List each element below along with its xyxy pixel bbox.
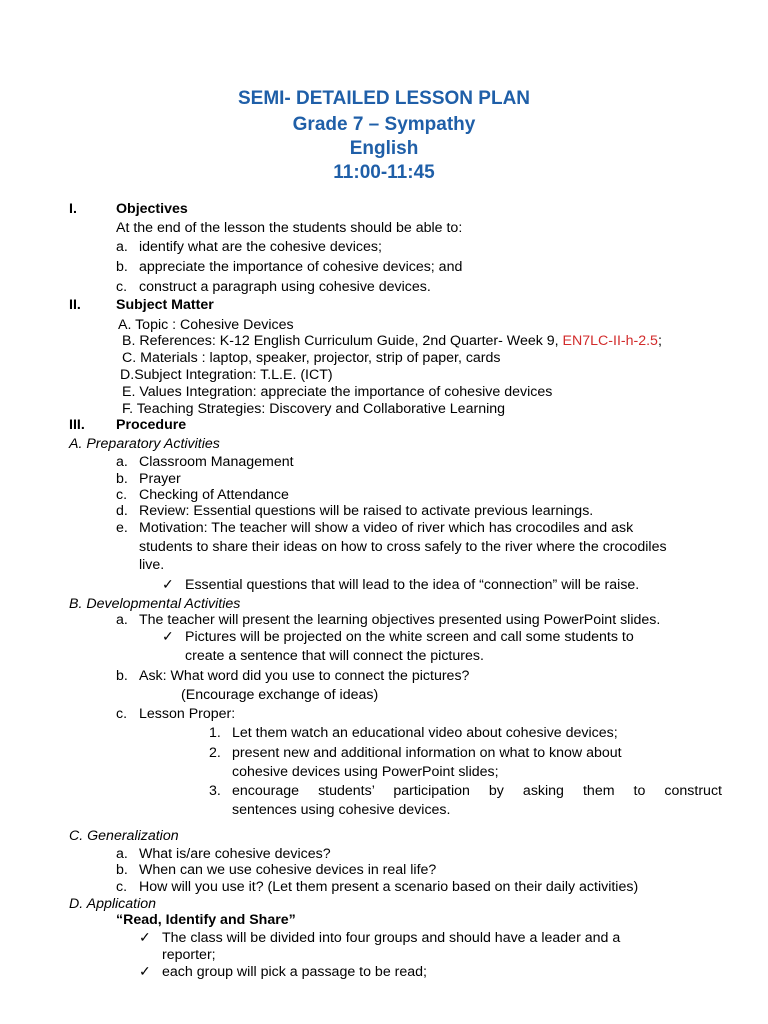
check-note: Essential questions that will lead to the idea of “connection” will be raise. (185, 577, 640, 593)
strategies-line: F. Teaching Strategies: Discovery and Collaborative Learning (122, 401, 506, 417)
values-line: E. Values Integration: appreciate the importance of cohesive devices (122, 384, 553, 400)
list-marker: b. (116, 471, 128, 487)
objectives-intro: At the end of the lesson the students should be able to: (116, 220, 463, 236)
list-marker: a. (116, 454, 128, 470)
section-number: III. (69, 417, 85, 433)
subject-name: English (349, 138, 419, 159)
application-activity: “Read, Identify and Share” (116, 912, 296, 928)
subject-matter-heading: Subject Matter (116, 297, 214, 313)
preparatory-item: Review: Essential questions will be raised to activate previous learnings. (139, 503, 594, 519)
step-marker: 3. (209, 783, 221, 799)
list-marker: b. (116, 668, 128, 684)
application-heading: D. Application (69, 896, 157, 912)
preparatory-item: Motivation: The teacher will show a video of river which has crocodiles and ask (139, 520, 634, 536)
list-marker: b. (116, 259, 128, 275)
list-marker: a. (116, 846, 128, 862)
document-title: SEMI- DETAILED LESSON PLAN (237, 88, 531, 109)
developmental-note: (Encourage exchange of ideas) (181, 687, 379, 703)
application-step: The class will be divided into four groups and should have a leader and a (162, 930, 621, 946)
developmental-item: Lesson Proper: (139, 706, 236, 722)
list-marker: c. (116, 279, 128, 295)
lesson-step: encourage students’ participation by asking them to construct (232, 783, 722, 799)
objective-item: construct a paragraph using cohesive devices. (139, 279, 431, 295)
generalization-item: When can we use cohesive devices in real life? (139, 862, 437, 878)
preparatory-heading: A. Preparatory Activities (69, 436, 220, 452)
lesson-step-line-2: sentences using cohesive devices. (232, 802, 451, 818)
check-icon: ✓ (162, 576, 174, 592)
references-end: ; (657, 333, 662, 349)
lesson-step-line-2: cohesive devices using PowerPoint slides; (232, 764, 499, 780)
motivation-line-2: students to share their ideas on how to cross safely to the river where the crocodiles (139, 539, 667, 555)
curriculum-code: EN7LC-II-h-2.5 (562, 333, 658, 349)
check-icon: ✓ (162, 628, 174, 644)
preparatory-item: Classroom Management (139, 454, 294, 470)
section-number: II. (69, 297, 81, 313)
preparatory-item: Checking of Attendance (139, 487, 289, 503)
developmental-item: The teacher will present the learning objectives presented using PowerPoint slides. (139, 612, 661, 628)
procedure-heading: Procedure (116, 417, 187, 433)
check-note-line-2: create a sentence that will connect the pictures. (185, 648, 484, 664)
list-marker: c. (116, 487, 128, 503)
generalization-item: How will you use it? (Let them present a scenario based on their daily activities) (139, 879, 639, 895)
check-icon: ✓ (139, 963, 151, 979)
references-text: B. References: K-12 English Curriculum Guide, 2nd Quarter- Week 9, (122, 333, 559, 349)
list-marker: c. (116, 879, 128, 895)
generalization-heading: C. Generalization (69, 828, 179, 844)
list-marker: e. (116, 520, 128, 536)
grade-section: Grade 7 – Sympathy (292, 114, 476, 135)
step-marker: 2. (209, 745, 221, 761)
objective-item: identify what are the cohesive devices; (139, 239, 382, 255)
check-icon: ✓ (139, 929, 151, 945)
step-marker: 1. (209, 725, 221, 741)
check-note: Pictures will be projected on the white screen and call some students to (185, 629, 634, 645)
application-step-line-2: reporter; (162, 947, 216, 963)
application-step: each group will pick a passage to be read; (162, 964, 427, 980)
lesson-step: present new and additional information on what to know about (232, 745, 622, 761)
topic-line: A. Topic : Cohesive Devices (118, 317, 294, 333)
list-marker: a. (116, 239, 128, 255)
preparatory-item: Prayer (139, 471, 181, 487)
objective-item: appreciate the importance of cohesive devices; and (139, 259, 463, 275)
motivation-line-3: live. (139, 557, 165, 573)
list-marker: a. (116, 612, 128, 628)
developmental-heading: B. Developmental Activities (69, 596, 241, 612)
class-time: 11:00-11:45 (333, 162, 435, 183)
developmental-item: Ask: What word did you use to connect the pictures? (139, 668, 470, 684)
lesson-step: Let them watch an educational video about cohesive devices; (232, 725, 618, 741)
section-number: I. (69, 201, 77, 217)
objectives-heading: Objectives (116, 201, 188, 217)
integration-line: D.Subject Integration: T.L.E. (ICT) (120, 367, 333, 383)
generalization-item: What is/are cohesive devices? (139, 846, 331, 862)
references-line (122, 333, 662, 350)
list-marker: d. (116, 503, 128, 519)
list-marker: b. (116, 862, 128, 878)
list-marker: c. (116, 706, 128, 722)
materials-line: C. Materials : laptop, speaker, projector, strip of paper, cards (122, 350, 501, 366)
